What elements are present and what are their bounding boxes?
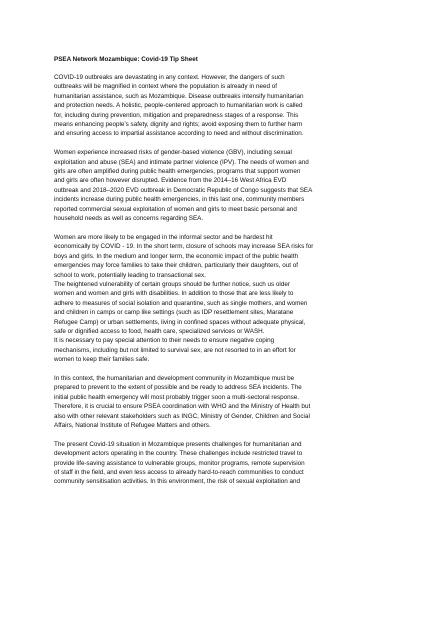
text-line: community sensitisation activities. In this environment, the risk of sexual exploitation and: [54, 478, 301, 486]
text-line: household needs as well as concerns regarding SEA.: [54, 215, 204, 223]
text-line: and girls are often however disrupted. Evidence from the 2014–16 West Africa EVD: [54, 177, 287, 185]
text-line: also with other relevant stakeholders such as INGC, Ministry of Gender, Children and Social: [54, 412, 310, 420]
text-line: initial public health emergency will most probably trigger soon a multi-sectoral response.: [54, 393, 299, 401]
text-line: outbreak and 2018–2020 EVD outbreak in Democratic Republic of Congo suggests that SEA: [54, 186, 313, 194]
text-line: boys and girls. In the medium and longer term, the economic impact of the public health: [54, 252, 298, 260]
text-line: reported commercial sexual exploitation of women and girls to meet basic personal and: [54, 205, 297, 213]
text-line: In this context, the humanitarian and development community in Mozambique must be: [54, 374, 295, 382]
text-line: economically by COVID - 19. In the short term, closure of schools may increase SEA risks for: [54, 243, 314, 251]
text-line: women to keep their families safe.: [54, 356, 150, 364]
paragraph-challenges: [54, 440, 403, 487]
text-line: Women experience increased risks of gender-based violence (GBV), including sexual: [54, 149, 292, 157]
text-line: provide life-saving assistance to vulnerable groups, monitor programs, remote supervision: [54, 459, 305, 467]
text-line: of staff in the field, and even less access to already hard-to-reach communities to conduct: [54, 469, 304, 476]
text-line: safe or dignified access to food, health care, specialized services or WASH.: [54, 327, 265, 335]
text-line: humanitarian assistance, such as Mozambique. Disease outbreaks intensify humanitarian: [54, 92, 304, 100]
text-line: girls are often amplified during public health emergencies, programs that support women: [54, 168, 301, 176]
text-line: Affairs, National Institute of Refugee Matters and others.: [54, 421, 211, 429]
paragraph-coordination: [54, 374, 403, 430]
paragraph-intro: [54, 73, 403, 139]
text-line: exploitation and abuse (SEA) and intimate partner violence (IPV). The needs of women and: [54, 158, 309, 166]
text-line: adhere to measures of social isolation and quarantine, such as single mothers, and women: [54, 299, 308, 307]
text-line: It is necessary to pay special attention to their needs to ensure negative coping: [54, 337, 275, 345]
text-line: means enhancing people’s safety, dignity and rights; avoid exposing them to further harm: [54, 121, 303, 129]
text-line: mechanisms, including but not limited to survival sex, are not resorted to in an effort for: [54, 346, 296, 354]
text-line: and children in camps or camp like settings (such as IDP resettlement sites, Maratane: [54, 309, 294, 317]
text-line: and ensuring access to impartial assistance according to need and without discrimination.: [54, 130, 304, 138]
text-line: incidents increase during public health emergencies, in this last one, community members: [54, 196, 305, 204]
text-line: and protection needs. A holistic, people-centered approach to humanitarian work is called: [54, 102, 303, 110]
text-line: COVID-19 outbreaks are devastating in any context. However, the dangers of such: [54, 74, 285, 81]
paragraph-gbv-risks: [54, 148, 403, 223]
text-line: emergencies may force families to take their children, particularly their daughters, out of: [54, 262, 298, 270]
document-title: PSEA Network Mozambique: Covid-19 Tip Sheet: [54, 56, 198, 63]
text-line: development actors operating in the country. These challenges include restricted travel to: [54, 450, 303, 458]
text-line: women and women and girls with disabilities. In addition to those that are less likely to: [54, 290, 294, 298]
text-line: Women are more likely to be engaged in the informal sector and be hardest hit: [54, 233, 273, 241]
paragraph-vulnerable-groups: [54, 233, 403, 365]
text-line: Therefore, it is crucial to ensure PSEA coordination with WHO and the Ministry of Health but: [54, 403, 311, 411]
text-line: The heightened vulnerability of certain groups should be further notice, such us older: [54, 280, 290, 288]
text-line: for, including during prevention, mitigation and preparedness stages of a response. This: [54, 111, 299, 119]
text-line: The present Covid-19 situation in Mozambique presents challenges for humanitarian and: [54, 440, 302, 448]
text-line: outbreaks will be magnified in context where the population is already in need of: [54, 83, 277, 91]
text-line: Refugee Camp) or urban settlements, living in confined spaces without adequate physical,: [54, 318, 306, 326]
text-line: prepared to prevent to the extent of possible and be ready to address SEA incidents. The: [54, 384, 302, 392]
text-line: school to work, potentially leading to transactional sex.: [54, 271, 206, 279]
